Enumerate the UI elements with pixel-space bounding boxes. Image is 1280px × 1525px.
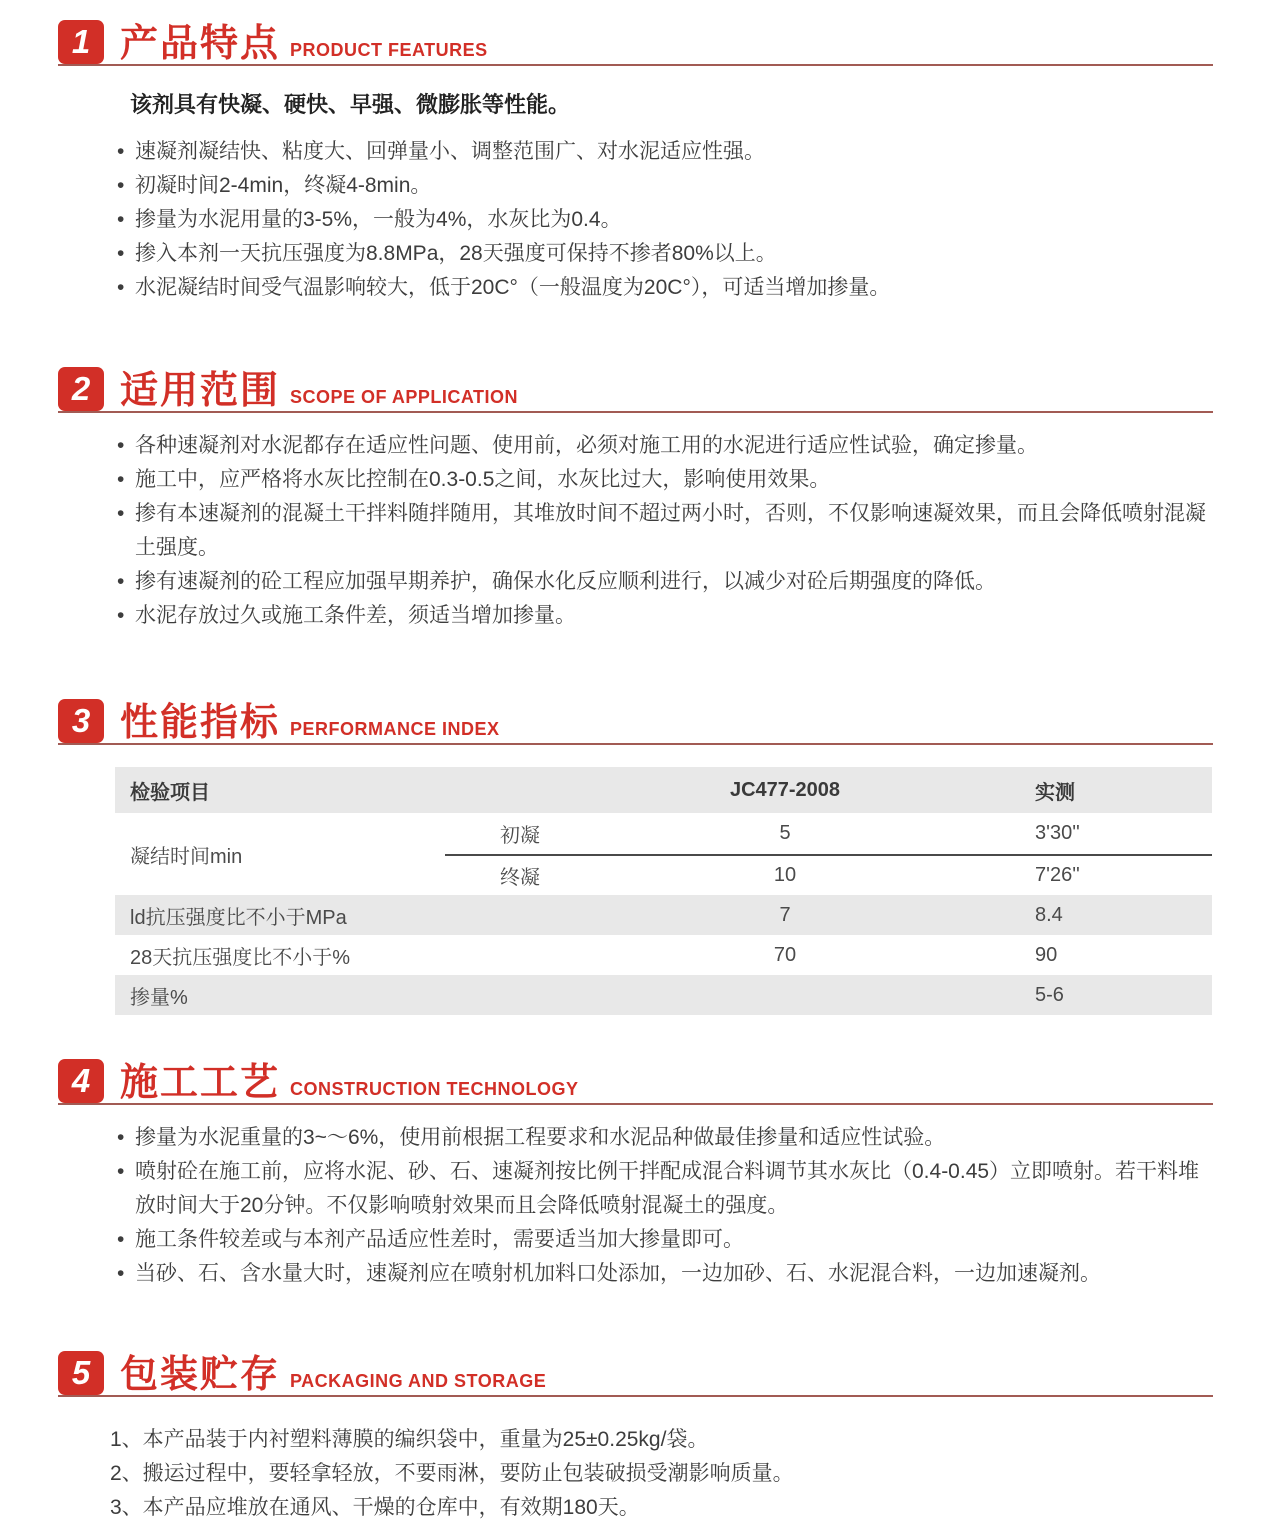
- bullet-item: • 掺有本速凝剂的混凝土干拌料随拌随用，其堆放时间不超过两小时，否则，不仅影响速凝效果，而且会降低喷射混凝土强度。: [115, 497, 1207, 565]
- bullet-item: • 各种速凝剂对水泥都存在适应性问题、使用前，必须对施工用的水泥进行适应性试验，确定掺量。: [115, 429, 1207, 463]
- bullet-item: • 当砂、石、含水量大时，速凝剂应在喷射机加料口处添加，一边加砂、石、水泥混合料，一边加速凝剂。: [115, 1257, 1207, 1291]
- section-number-badge: 2: [58, 367, 104, 411]
- setting-time-label: 凝结时间min: [130, 845, 243, 868]
- numbered-list: [110, 1423, 1213, 1525]
- header-cell-item: 检验项目: [130, 781, 210, 804]
- row-standard-value: 70: [773, 943, 797, 966]
- section-title-en: SCOPE OF APPLICATION: [290, 387, 519, 408]
- numbered-item: 1、本产品装于内衬塑料薄膜的编织袋中，重量为25±0.25kg/袋。: [110, 1428, 709, 1452]
- table-header-row: [115, 767, 1212, 813]
- section-number-badge: 4: [58, 1059, 104, 1103]
- row-label: 掺量%: [130, 986, 188, 1009]
- bullet-item: • 水泥凝结时间受气温影响较大，低于20C°（一般温度为20C°），可适当增加掺量。: [115, 271, 1207, 305]
- section-header: [58, 697, 1213, 745]
- bullet-item: • 水泥存放过久或施工条件差，须适当增加掺量。: [115, 599, 1207, 633]
- bullet-item: • 初凝时间2-4min，终凝4-8min。: [115, 169, 1207, 203]
- bullet-item: • 掺量为水泥重量的3~～6%，使用前根据工程要求和水泥品种做最佳掺量和适应性试验。: [115, 1121, 1207, 1155]
- subrow-measured-value: 3'30'': [1035, 822, 1080, 845]
- table-subrow-final-set: [445, 854, 1212, 895]
- bullet-item: • 掺量为水泥用量的3-5%，一般为4%，水灰比为0.4。: [115, 203, 1207, 237]
- bullet-item: • 掺入本剂一天抗压强度为8.8MPa，28天强度可保持不掺者80%以上。: [115, 237, 1207, 271]
- header-cell-measured: 实测: [1035, 781, 1075, 804]
- section-title-zh: 性能指标: [120, 702, 281, 745]
- section-number-badge: 1: [58, 20, 104, 64]
- section-packaging-storage: [58, 1349, 1213, 1525]
- section-header: [58, 1349, 1213, 1397]
- section-scope-of-application: [58, 365, 1213, 633]
- section-title-zh: 包装贮存: [120, 1354, 281, 1397]
- row-label: 28天抗压强度比不小于%: [130, 946, 351, 969]
- row-label: ld抗压强度比不小于MPa: [130, 906, 347, 929]
- section-title-zh: 适用范围: [120, 370, 281, 413]
- section-product-features: [58, 0, 1213, 305]
- bullet-item: • 掺有速凝剂的砼工程应加强早期养护，确保水化反应顺利进行，以减少对砼后期强度的降低。: [115, 565, 1207, 599]
- subrow-standard-value: 10: [773, 864, 797, 887]
- table-row: [115, 935, 1212, 975]
- row-measured-value: 90: [1035, 943, 1058, 966]
- setting-time-subrows: [445, 813, 1212, 895]
- subrow-label: 初凝: [500, 825, 540, 848]
- bullet-item: • 施工中，应严格将水灰比控制在0.3-0.5之间，水灰比过大，影响使用效果。: [115, 463, 1207, 497]
- section-construction-technology: [58, 1057, 1213, 1291]
- section-performance-index: [58, 697, 1213, 1015]
- numbered-item: 3、本产品应堆放在通风、干燥的仓库中，有效期180天。: [110, 1496, 640, 1520]
- row-measured-value: 5-6: [1035, 983, 1064, 1006]
- performance-table: [115, 767, 1212, 1015]
- subrow-standard-value: 5: [779, 822, 791, 845]
- table-row-setting-time: [115, 813, 1212, 895]
- row-measured-value: 8.4: [1035, 903, 1063, 926]
- section-header: [58, 1057, 1213, 1105]
- section-header: [58, 18, 1213, 66]
- header-cell-standard: JC477-2008: [729, 778, 841, 801]
- bullet-list: [115, 429, 1207, 633]
- section-title-zh: 产品特点: [120, 23, 281, 65]
- numbered-item: 2、搬运过程中，要轻拿轻放，不要雨淋，要防止包装破损受潮影响质量。: [110, 1462, 794, 1486]
- section-number-badge: 5: [58, 1351, 104, 1395]
- row-standard-value: 7: [779, 903, 791, 926]
- section-header: [58, 365, 1213, 413]
- section-title-en: PERFORMANCE INDEX: [290, 719, 500, 740]
- table-subrow-initial-set: [445, 813, 1212, 854]
- bullet-item: • 速凝剂凝结快、粘度大、回弹量小、调整范围广、对水泥适应性强。: [115, 135, 1207, 169]
- section-title-en: PACKAGING AND STORAGE: [290, 1371, 547, 1392]
- section-title-zh: 施工工艺: [120, 1062, 281, 1105]
- subrow-label: 终凝: [500, 867, 540, 890]
- bullet-list: [115, 135, 1207, 305]
- section-title-en: PRODUCT FEATURES: [290, 40, 488, 60]
- table-row: [115, 895, 1212, 935]
- bullet-list: [115, 1121, 1207, 1291]
- bullet-item: • 喷射砼在施工前，应将水泥、砂、石、速凝剂按比例干拌配成混合料调节其水灰比（0.4-0.45）立即喷射。若干料堆放时间大于20分钟。不仅影响喷射效果而且会降低喷射混凝土的强度。: [115, 1155, 1207, 1223]
- intro-statement: 该剂具有快凝、硬快、早强、微膨胀等性能。: [130, 92, 571, 117]
- subrow-measured-value: 7'26'': [1035, 864, 1080, 887]
- bullet-item: • 施工条件较差或与本剂产品适应性差时，需要适当加大掺量即可。: [115, 1223, 1207, 1257]
- section-title-en: CONSTRUCTION TECHNOLOGY: [290, 1079, 579, 1100]
- table-row: [115, 975, 1212, 1015]
- section-number-badge: 3: [58, 699, 104, 743]
